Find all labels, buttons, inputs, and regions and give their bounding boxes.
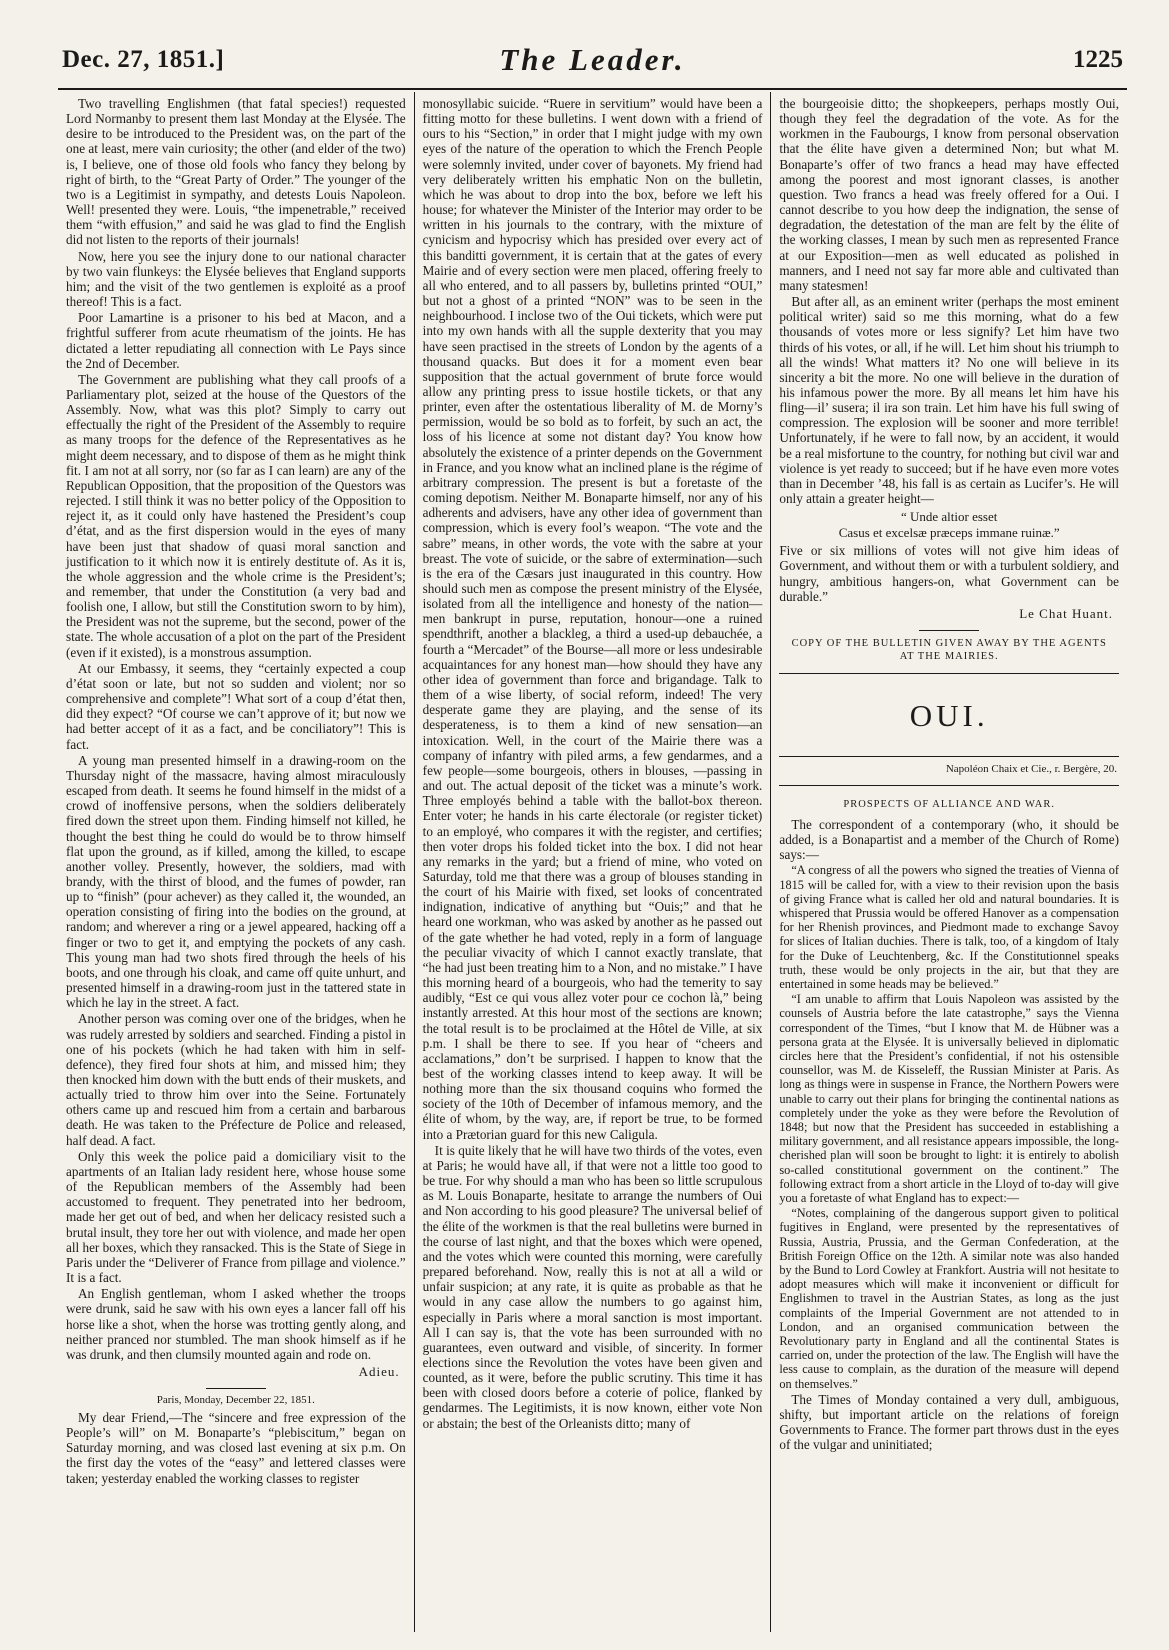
bulletin-printer: Napoléon Chaix et Cie., r. Bergère, 20. xyxy=(945,762,1118,775)
paragraph: A young man presented himself in a drawing-room on the Thursday night of the massacre, having almost miraculously escaped from death. It seems he found himself in the midst of a crowd of inoffensive persons, when the soldiers deliberately fired down the street upon them. Finding himself not killed, he thought the best thing he could do would be to throw himself flat upon the ground, as if killed, among the killed, to escape another volley. Presently, however, the soldiers, mad with brandy, with the thirst of blood, and the fumes of powder, ran up to “finish” (pour achever) as they called it, the wounded, an operation consisting of firing into the bodies on the ground, at random; and wherever a ring or a jewel appeared, hacking off a finger or two to get it, and emptying the pockets of any cash. This young man had two shots fired through the heels of his boots, and one through his cloak, and came off quite unhurt, and presented himself in a drawing-room just in the tattered state in which he lay in the street. A fact. xyxy=(66,752,406,1011)
paragraph: It is quite likely that he will have two thirds of the votes, even at Paris; he would have all, if that were not a little too good to be true. For why should a man who has been so little scrupulous as M. Louis Bonaparte, hesitate to arrange the numbers of Oui and Non according to his good pleasure? The universal belief of the élite of the workmen is that the real bulletins were burned in the course of last night, and that the boxes which were opened, and the votes which were counted this morning, were carefully prepared beforehand. Now, really this is not at all a wild or unfair suspicion; at any rate, it is quite as probable as that he would in any case allow the numbers to go against him, especially in Paris where a moral sanction is most important. All I can say is, that the vote has been surrounded with no guarantees, even outward and visible, of sincerity. In former elections since the Revolution the votes have been given and counted, as it were, before the public scrutiny. This time it has been with closed doors before a coterie of police, flanked by gendarmes. The Legitimists, it is now known, either vote Non or abstain; the best of the Orleanists ditto; many of xyxy=(422,1142,763,1431)
paragraph: Now, here you see the injury done to our national character by two vain flunkeys: the Elysée believes that England supports him; and the visit of the two gentlemen is exploité as a proof thereof! This is a fact. xyxy=(66,248,406,310)
columns xyxy=(58,92,1127,1632)
column-3 xyxy=(770,92,1127,1632)
quote-paragraph: “I am unable to affirm that Louis Napoleon was assisted by the counsels of Austria before the late catastrophe,” says the Vienna correspondent of the Times, “but I know that M. de Hübner was a persona grata at the Elysée. It is universally believed in diplomatic circles here that the President’s confidential, if not his ostensible counsellor, was M. de Kisseleff, the Russian Minister at Paris. As long as things were in suspense in France, the Northern Powers were unable to carry out their plans for bringing the continental nations as completely under the yoke as they were before the Revolution of 1848; but now that the President has succeeded in establishing a military government, and all resistance appears impossible, the long-cherished plan will soon be brought to light: it is entirely to abolish so-called constitutional government on the continent.” The following extract from a short article in the Lloyd of to-day will give you a foretaste of what England has to expect:— xyxy=(779,992,1120,1205)
masthead xyxy=(58,38,1127,90)
author-signature: Le Chat Huant. xyxy=(1019,605,1114,621)
verse-line: “ Unde altior esset xyxy=(900,509,998,525)
paragraph: Two travelling Englishmen (that fatal species!) requested Lord Normanby to present them last Monday at the Elysée. The desire to be introduced to the President was, on the part of the one at least, mere vain curiosity; the other (and elder of the two) is, I believe, one of those old fools who fancy they belong by right of birth, to the “Great Party of Order.” The younger of the two is a Legitimist in sympathy, and detests Louis Napoleon. Well! presented they were. Louis, “the impenetrable,” received them “with effusion,” and said he was glad to find the English did not listen to the reports of their journals! xyxy=(66,96,406,248)
verse-line: Casus et excelsæ præceps immane ruinæ.” xyxy=(838,524,1060,540)
letter-dateline: Paris, Monday, December 22, 1851. xyxy=(156,1393,315,1406)
paragraph: At our Embassy, it seems, they “certainly expected a coup d’état soon or late, but not so sudden and violent; nor so comprehensive and complete”! What sort of a coup d’état then, did they expect? “Of course we can’t approve of it; but now we had better accept of it as a fact, and be conciliatory”! This is fact. xyxy=(66,660,406,752)
paragraph: But after all, as an eminent writer (perhaps the most eminent political writer) said so me this morning, what do a few thousands of votes more or less signify? Let him have two thirds of his votes, or all, if he will. Let him shout his triumph to all the winds! What matters it? No one will believe in its sincerity a bit the more. No one will believe in the duration of his infamous power the more. By all means let him have his fling—il’ susera; il ira son train. Let him have his full swing of compression. The explosion will be sooner and more terrible! Unfortunately, if he were to fall now, by an accident, it would be a real misfortune to the country, for nothing but civil war and violence is yet ready to succeed; but if he have even more votes than in December ’48, his fall is as certain as Lucifer’s. He will only attain a greater height— xyxy=(779,294,1120,507)
bulletin-heading: COPY OF THE BULLETIN GIVEN AWAY BY THE AGENTS AT THE MAIRIES. xyxy=(791,637,1107,662)
column-1 xyxy=(58,92,414,1632)
bulletin-copy xyxy=(779,673,1119,786)
divider xyxy=(206,1388,266,1389)
paragraph: monosyllabic suicide. “Ruere in servitium” would have been a fitting motto for these bulletins. I went down with a friend of ours to his “Section,” in order that I might judge with my own eyes of the nature of the operation to which the French People were solemnly invited, under cover of bayonets. My friend had very deliberately written his emphatic Non on the bulletin, which he was about to drop into the box, before we left his house; for whatever the Minister of the Interior may order to be written in his journals to the contrary, with the mixture of cynicism and hypocrisy which has presided over every act of this banditti government, it is certain that at the gates of every Mairie and of every section were men placed, offering freely to all who entered, and to all passers by, bulletins printed “OUI,” but not a ghost of a printed “NON” was to be seen in the neighbourhood. I inclose two of the Oui tickets, which were put into my own hands with all the supple dexterity that you may have seen practised in the streets of London by the agents of a thousand quacks. But does it for a moment even bear supposition that the actual government of brute force would allow any printing press to issue hostile tickets, or that any printer, even after the ostentatious liberality of M. de Morny’s permission, would be so bold as to forfeit, by such an act, the loss of his licence at some not distant day? You know how absolutely the existence of a printer depends on the Government in France, and you know what an inclined plane is the régime of arbitrary compression. The present is but a foretaste of the coming depotism. Neither M. Bonaparte himself, nor any of his adherents and advisers, have any other idea of government than compression, which is every fool’s weapon. “The vote and the sabre” means, in other words, the vote with the sabre at your breast. The vote of suicide, or the sabre of extermination—such is the era of the Cæsars just inaugurated in this country. How should such men as compose the present ministry of the Elysée, isolated from all the intelligence and honesty of the nation—men bankrupt in purse, reputation, honour—one a ruined spendthrift, another a blackleg, a third a used-up debauchée, a fourth a “Mercadet” of the Bourse—all more or less undesirable acquaintances for any honest man—how should they have any other idea of government than force and brigandage. Talk to them of a wise liberty, of social reform, indeed! The very desperate game they are playing, and the sense of its desperateness, is to them a kind of new sensation—an intoxication. Well, in the court of the Mairie there was a company of infantry with piled arms, a few gendarmes, and a few people—some bourgeois, others in blouses, —passing in and out. The actual deposit of the ticket was a minute’s work. Three employés behind a table with the ballot-box thereon. Enter voter; he hands in his carte électorale (or register ticket) to an employé, who compares it with the register, and certifies; then voter drops his folded ticket into the box. I did not hear any remarks in the yard; but a friend of mine, who voted on Saturday, told me that there was a group of blouses standing in the court of his Mairie with fixed, set looks of concentrated indignation, indicative of anything but “Ouis;” and that he heard one workman, who was asked by another as he passed out of the gate whether he had voted, reply in a form of language the peculiar vivacity of which I cannot exactly translate, that “he had just been treating him to a Non, and no mistake.” I have this morning heard of a bourgeois, who had the temerity to say audibly, “Est ce qui vous allez voter pour ce cochon là,” being instantly arrested. At this hour most of the sections are known; the total result is to be proclaimed at the Hôtel de Ville, at six p.m. I shall be there to see. If you hear of “cheers and acclamations,” don’t be surprised. I happen to know that the best of the working classes intend to keep away. It will be nothing more than the six thousand coquins who formed the society of the 10th of December of infamous memory, and the élite of whom, by the way, are, if report be true, to be formed into a Prætorian guard for this new Caligula. xyxy=(422,96,763,1142)
quote-paragraph: “Notes, complaining of the dangerous support given to political fugitives in England, were presented by the representatives of Russia, Austria, Prussia, and the German Confederation, at the British Foreign Office on the 12th. A similar note was also handed by the Bund to Lord Cowley at Frankfort. Austria will not hesitate to adopt measures which will make it inconvenient or difficult for Englishmen to travel in the Austrian States, as long as the just complaints of the Imperial Government are not attended to in London, and an organised communication between the Revolutionary party in England and all the continental States is carried on, under the protection of the law. The English will have the less cause to complain, as the duration of the measure will depend on themselves.” xyxy=(779,1206,1120,1391)
section-heading: PROSPECTS OF ALLIANCE AND WAR. xyxy=(843,798,1055,810)
paragraph: Five or six millions of votes will not give him ideas of Government, and without them or with a turbulent soldiery, and hungry, ambitious hangers-on, what Government can be durable.” xyxy=(779,543,1120,604)
quoted-extracts xyxy=(779,863,1119,1391)
paragraph: The Times of Monday contained a very dull, ambiguous, shifty, but important article on the relations of foreign Governments to France. The former part throws dust in the eyes of the vulgar and uninitiated; xyxy=(779,1391,1120,1453)
paragraph: Only this week the police paid a domiciliary visit to the apartments of an Italian lady resident here, whose house some of the Republican members of the Assembly had been accustomed to frequent. They penetrated into her bedroom, made her get out of bed, and when her delicacy resisted such a brutal insult, they tore her out with violence, and made her open all her boxes, which they ransacked. This is the State of Siege in Paris under the “Deliverer of France from pillage and violence.” It is a fact. xyxy=(66,1148,406,1286)
letter-signoff: Adieu. xyxy=(358,1363,400,1379)
paragraph: the bourgeoisie ditto; the shopkeepers, perhaps mostly Oui, though they feel the degradation of the vote. As for the workmen in the Faubourgs, I know from personal observation that the élite have given a determined Non; but what M. Bonaparte’s offer of two francs a head may have effected among the poorest and most ignorant classes, is another question. Two francs a head was freely offered for a Oui. I cannot describe to you how deep the indignation, the sense of degradation, the detestation of the man are felt by the élite of the working classes, I mean by such men as represented France at our Exposition—men as well educated as polished in manners, and I need not say far more able and cultivated than many statesmen! xyxy=(779,96,1120,293)
paragraph: An English gentleman, whom I asked whether the troops were drunk, said he saw with his own eyes a lancer fall off his horse like a shot, when the horse was trotting gently along, and neither pranced nor stumbled. The man shook himself as if he was drunk, and then clumsily mounted again and rode on. xyxy=(66,1286,406,1362)
issue-date: Dec. 27, 1851.] xyxy=(62,46,225,73)
page-number: 1225 xyxy=(1073,46,1123,73)
paragraph: Poor Lamartine is a prisoner to his bed at Macon, and a frightful sufferer from acute rheumatism of the joints. He has dictated a letter repudiating all connection with Le Pays since the 2nd of December. xyxy=(66,310,406,371)
paragraph: The correspondent of a contemporary (who, it should be added, is a Bonapartist and a member of the Church of Rome) says:— xyxy=(779,816,1120,863)
paragraph: Another person was coming over one of the bridges, when he was rudely arrested by soldiers and searched. Finding a pistol in one of his pockets (which he had taken with him in self-defence), they fired four shots at him, and missed him; they then knocked him down with the butt ends of their muskets, and actually tried to throw him over into the Seine. Fortunately others came up and rescued him from a certain and barbarous death. He was taken to the Préfecture de Police and released, half dead. A fact. xyxy=(66,1011,406,1148)
bulletin-word: OUI. xyxy=(779,698,1119,757)
paragraph: The Government are publishing what they call proofs of a Parliamentary plot, seized at the house of the Questors of the Assembly. Now, what was this plot? Simply to carry out effectually the right of the President of the Assembly to require as many troops for the defence of the Representatives as he might deem necessary, and to dispose of them as he might think fit. I am not at all sorry, nor (so far as I can learn) are any of the Republican Opposition, that the proposition of the Questors was rejected. I still think it was no better policy of the Opposition to reject it, as it could only have hastened the President’s coup d’état, and as the first dispersion would in the eyes of many have been just that shadow of quasi moral sanction and justification to it which now it is entirely destitute of. As it is, the whole aggression and the whole crime is the President’s; and remember, that under the Constitution (a very bad and foolish one, I allow, but still the Constitution sworn to by him), the President was not the supreme, but the second, power of the state. The whole accusation of a plot on the part of the President (even if it existed), is a monstrous assumption. xyxy=(66,371,406,660)
paragraph: My dear Friend,—The “sincere and free expression of the People’s will” on M. Bonaparte’s “plebiscitum,” began on Saturday morning, and was closed last evening at six p.m. On the first day the votes of the “easy” and lettered classes were taken; yesterday enabled the working classes to register xyxy=(66,1409,406,1486)
column-2 xyxy=(414,92,771,1632)
newspaper-title: The Leader. xyxy=(499,42,686,77)
quote-paragraph: “A congress of all the powers who signed the treaties of Vienna of 1815 will be called for, with a view to their revision upon the basis of giving France what is called her old and natural boundaries. It is whispered that Prussia would be offered Hanover as a compensation for her Rhenish provinces, and Piedmont made to exchange Savoy for slices of Italian duchies. There is talk, too, of a kingdom of Italy for the Duke of Leuchtenberg, &c. If the Constitutionnel speaks truth, these would be only projects in the air, but that they are entertained in some heads may be believed.” xyxy=(779,863,1120,991)
divider xyxy=(919,630,979,631)
latin-verse xyxy=(779,509,1119,540)
